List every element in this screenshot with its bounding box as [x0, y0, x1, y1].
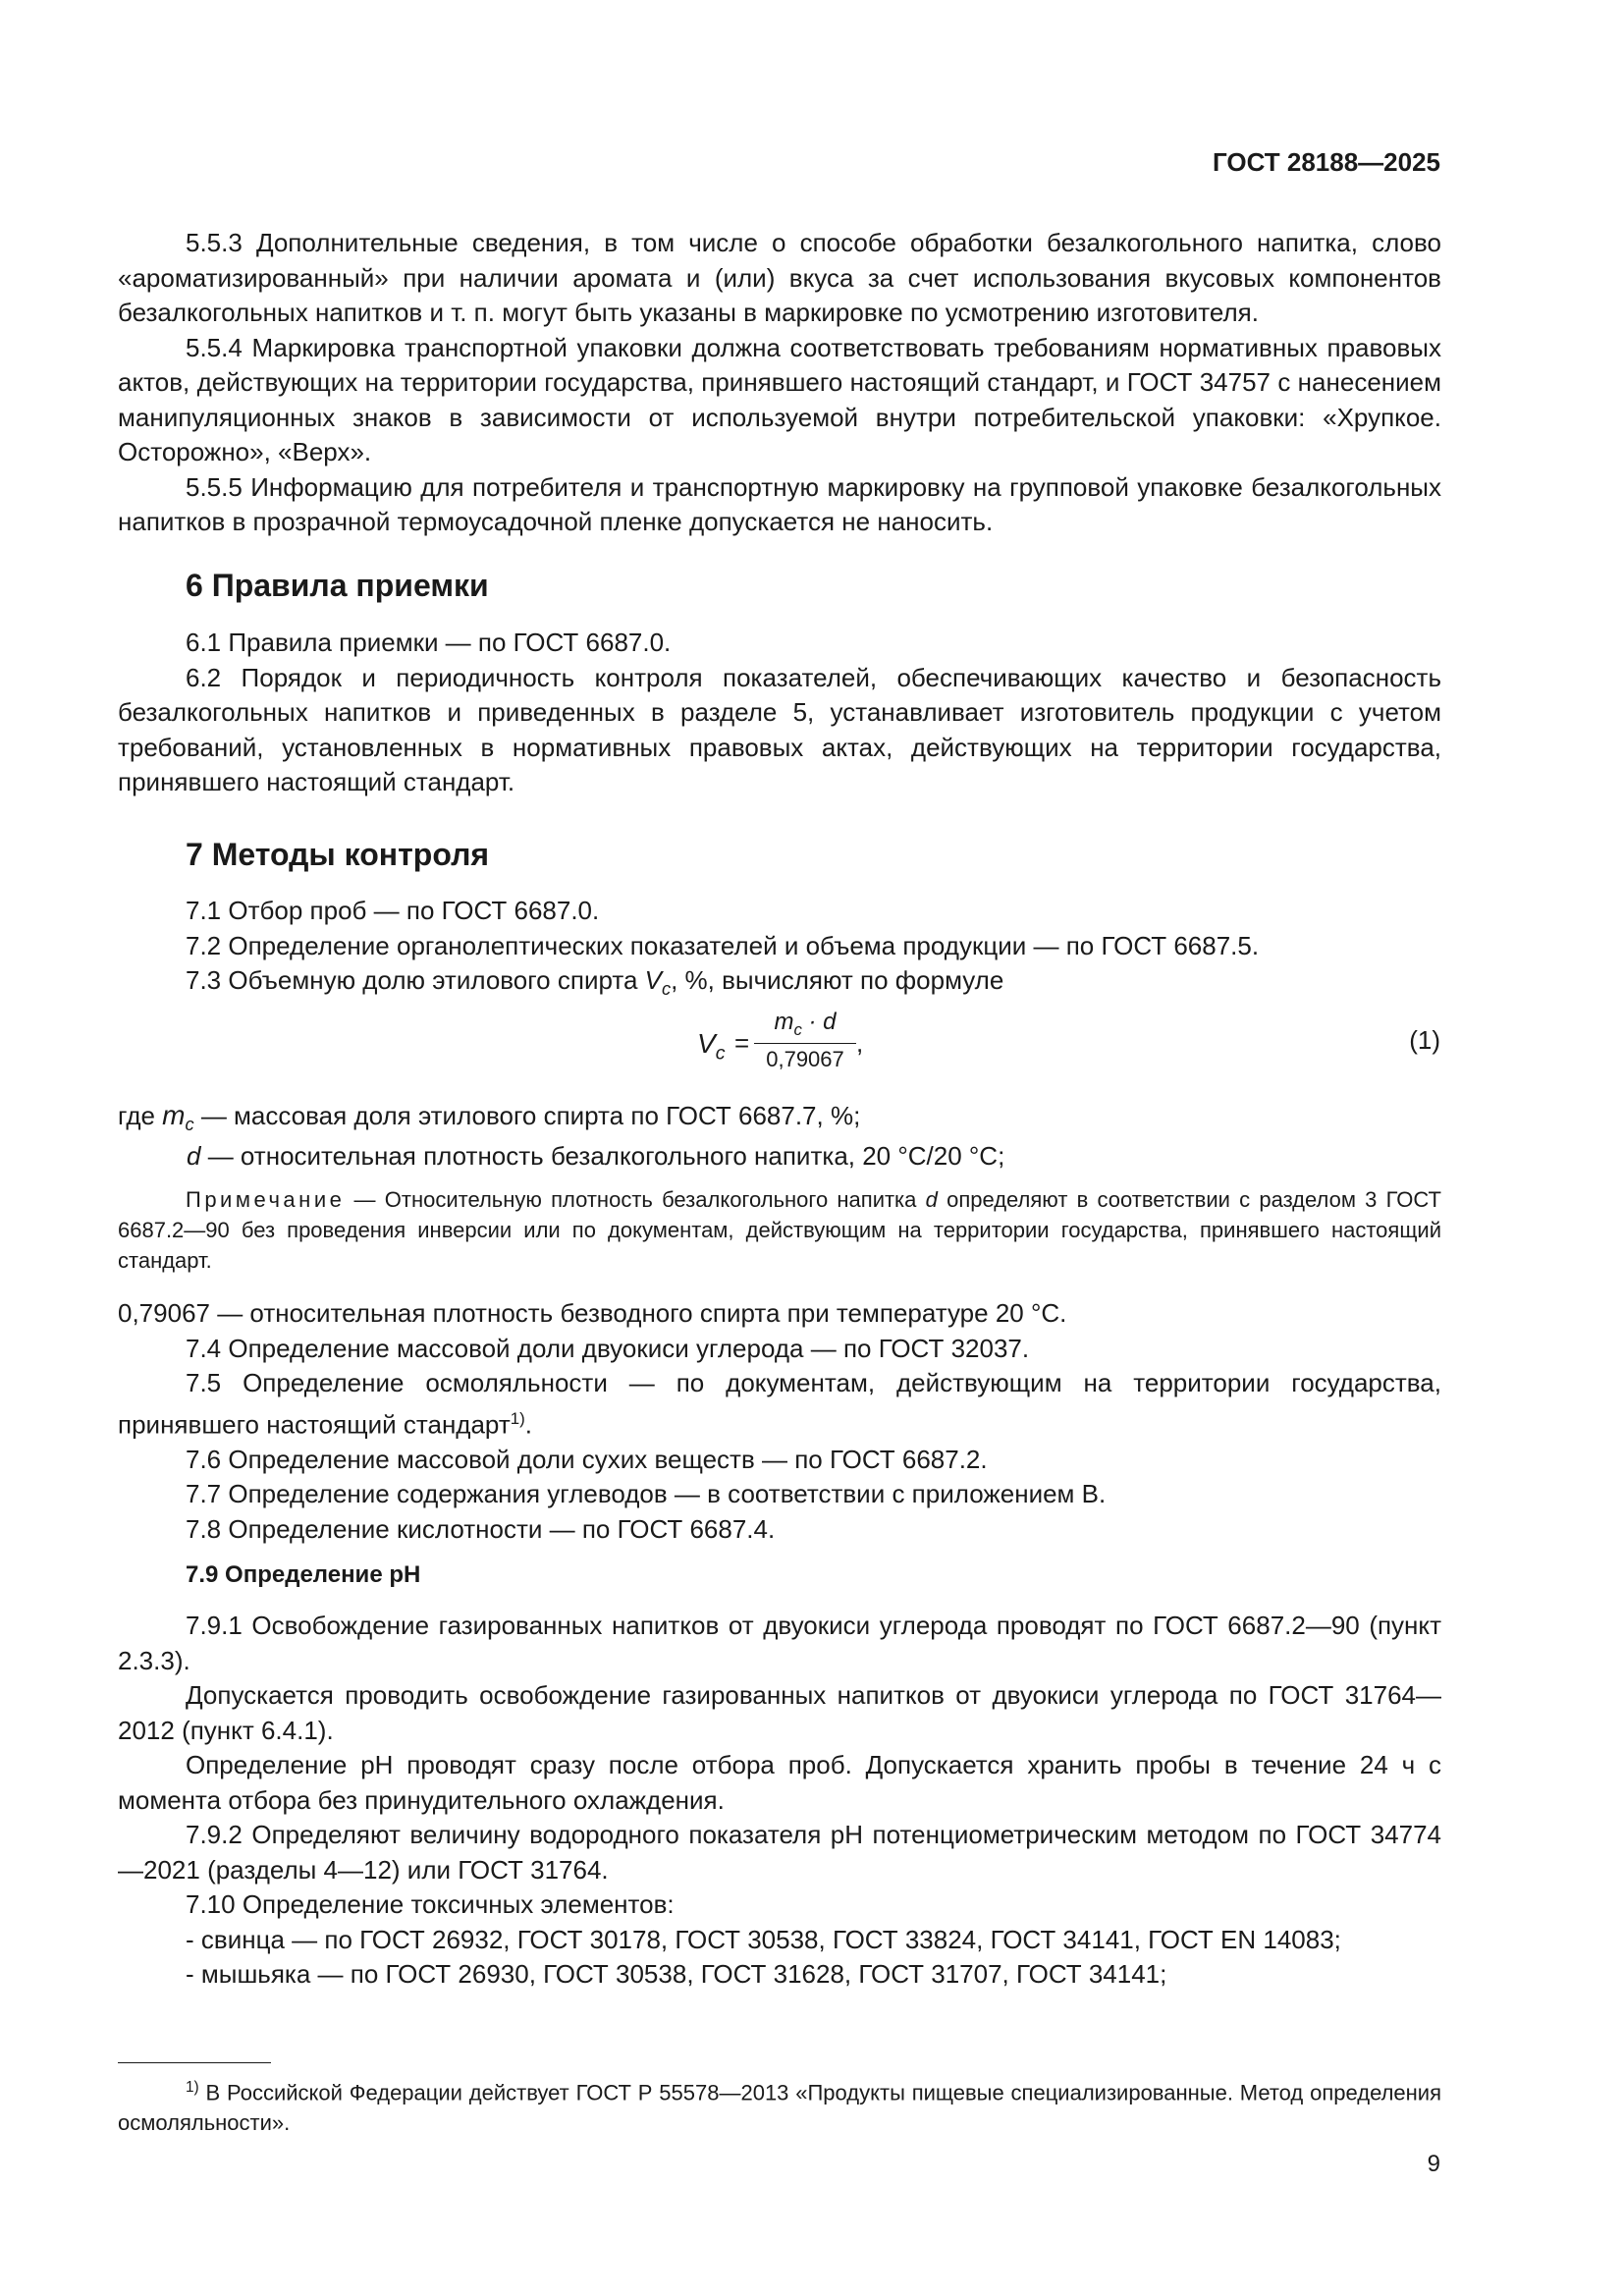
section-6-heading: 6 Правила приемки — [186, 568, 489, 603]
paragraph-7-7: 7.7 Определение содержания углеводов — в соответствии с приложением В. — [186, 1479, 1107, 1509]
paragraph-7-3: 7.3 Объемную долю этилового спирта $V_c$, %, вычисляют по формуле — [186, 965, 1004, 1000]
note-label: Примечание — [186, 1187, 346, 1212]
formula-numerator: $m_c \cdot d$ — [754, 1009, 856, 1044]
list-item-arsenic: - мышьяка — по ГОСТ 26930, ГОСТ 30538, ГОСТ 31628, ГОСТ 31707, ГОСТ 34141; — [186, 1959, 1167, 1989]
section-7-continued — [118, 1296, 1441, 1547]
paragraph-7-2: 7.2 Определение органолептических показателей и объема продукции — по ГОСТ 6687.5. — [186, 930, 1260, 960]
formula-fraction — [754, 1009, 856, 1072]
note-block: Примечание — Относительную плотность безалкогольного напитка d определяют в соответствии с разделом 3 ГОСТ 6687.2—90 без проведения инверсии или по документам, действующим на территории государства, принявшего настоящий стандарт. — [118, 1187, 1441, 1273]
paragraph-7-8: 7.8 Определение кислотности — по ГОСТ 6687.4. — [186, 1513, 776, 1544]
formula-number: (1) — [1409, 1025, 1440, 1055]
paragraph-7-9-1: 7.9.1 Освобождение газированных напитков от двуокиси углерода проводят по ГОСТ 6687.2—90 (пункт 2.3.3). — [118, 1611, 1441, 1675]
subsection-7-9-heading: 7.9 Определение рН — [186, 1561, 421, 1588]
paragraph-7-4: 7.4 Определение массовой доли двуокиси углерода — по ГОСТ 32037. — [186, 1333, 1030, 1363]
list-item-lead: - свинца — по ГОСТ 26932, ГОСТ 30178, ГОСТ 30538, ГОСТ 33824, ГОСТ 34141, ГОСТ EN 14083; — [186, 1924, 1341, 1954]
footnote-separator — [118, 2062, 271, 2063]
paragraph-7-9-1-c: Определение рН проводят сразу после отбора проб. Допускается хранить пробы в течение 24 ч с момента отбора без принудительного охлаждения. — [118, 1750, 1441, 1815]
formula-comma: , — [856, 1028, 864, 1058]
formula-lhs: $V_c$ — [697, 1028, 726, 1065]
formula-equals: = — [734, 1028, 750, 1058]
subsection-7-9-block — [118, 1609, 1441, 1993]
paragraph-constant: 0,79067 — относительная плотность безводного спирта при температуре 20 °С. — [118, 1298, 1067, 1328]
document-header: ГОСТ 28188—2025 — [1213, 147, 1440, 177]
where-line-d: d — относительная плотность безалкогольного напитка, 20 °С/20 °С; — [187, 1141, 1005, 1171]
where-line-mc: где $m_c$ — массовая доля этилового спирта по ГОСТ 6687.7, %; — [118, 1100, 861, 1135]
section-5-5-block — [118, 226, 1441, 540]
paragraph-5-5-5: 5.5.5 Информацию для потребителя и транспортную маркировку на групповой упаковке безалкогольных напитков в прозрачной термоусадочной пленке допускается не наносить. — [118, 471, 1441, 536]
paragraph-6-1: 6.1 Правила приемки — по ГОСТ 6687.0. — [186, 628, 672, 657]
section-7-block — [118, 894, 1441, 1008]
paragraph-7-1: 7.1 Отбор проб — по ГОСТ 6687.0. — [186, 896, 600, 925]
paragraph-5-5-3: 5.5.3 Дополнительные сведения, в том числе о способе обработки безалкогольного напитка, слово «ароматизированный» при наличии аромата и (или) вкуса за счет использования вкусовых компонентов безалкогольных напитков и т. п. могут быть указаны в маркировке по усмотрению изготовителя. — [118, 228, 1441, 327]
paragraph-7-5: 7.5 Определение осмоляльности — по документам, действующим на территории государства, принявшего настоящий стандарт$^{1)}$. — [118, 1368, 1441, 1440]
paragraph-7-9-2: 7.9.2 Определяют величину водородного показателя рН потенциометрическим методом по ГОСТ 34774—2021 (разделы 4—12) или ГОСТ 31764. — [118, 1820, 1441, 1885]
paragraph-7-6: 7.6 Определение массовой доли сухих веществ — по ГОСТ 6687.2. — [186, 1444, 988, 1474]
footnote: $^{1)}$ В Российской Федерации действует ГОСТ Р 55578—2013 «Продукты пищевые специализированные. Метод определения осмоляльности». — [118, 2079, 1441, 2136]
formula-1 — [687, 1001, 923, 1089]
page-number: 9 — [1427, 2151, 1440, 2177]
paragraph-6-2: 6.2 Порядок и периодичность контроля показателей, обеспечивающих качество и безопасность безалкогольных напитков и приведенных в разделе 5, устанавливает изготовитель продукции с учетом требований, установленных в нормативных правовых актах, действующих на территории государства, принявшего настоящий стандарт. — [118, 662, 1441, 796]
paragraph-7-10: 7.10 Определение токсичных элементов: — [186, 1889, 675, 1919]
formula-denominator: 0,79067 — [766, 1046, 844, 1071]
section-6-block — [118, 626, 1441, 800]
paragraph-7-9-1-b: Допускается проводить освобождение газированных напитков от двуокиси углерода по ГОСТ 31764—2012 (пункт 6.4.1). — [118, 1680, 1441, 1745]
paragraph-5-5-4: 5.5.4 Маркировка транспортной упаковки должна соответствовать требованиям нормативных правовых актов, действующих на территории государства, принявшего настоящий стандарт, и ГОСТ 34757 с нанесением манипуляционных знаков в зависимости от используемой внутри потребительской упаковки: «Хрупкое. Осторожно», «Верх». — [118, 332, 1441, 466]
section-7-heading: 7 Методы контроля — [186, 837, 490, 872]
